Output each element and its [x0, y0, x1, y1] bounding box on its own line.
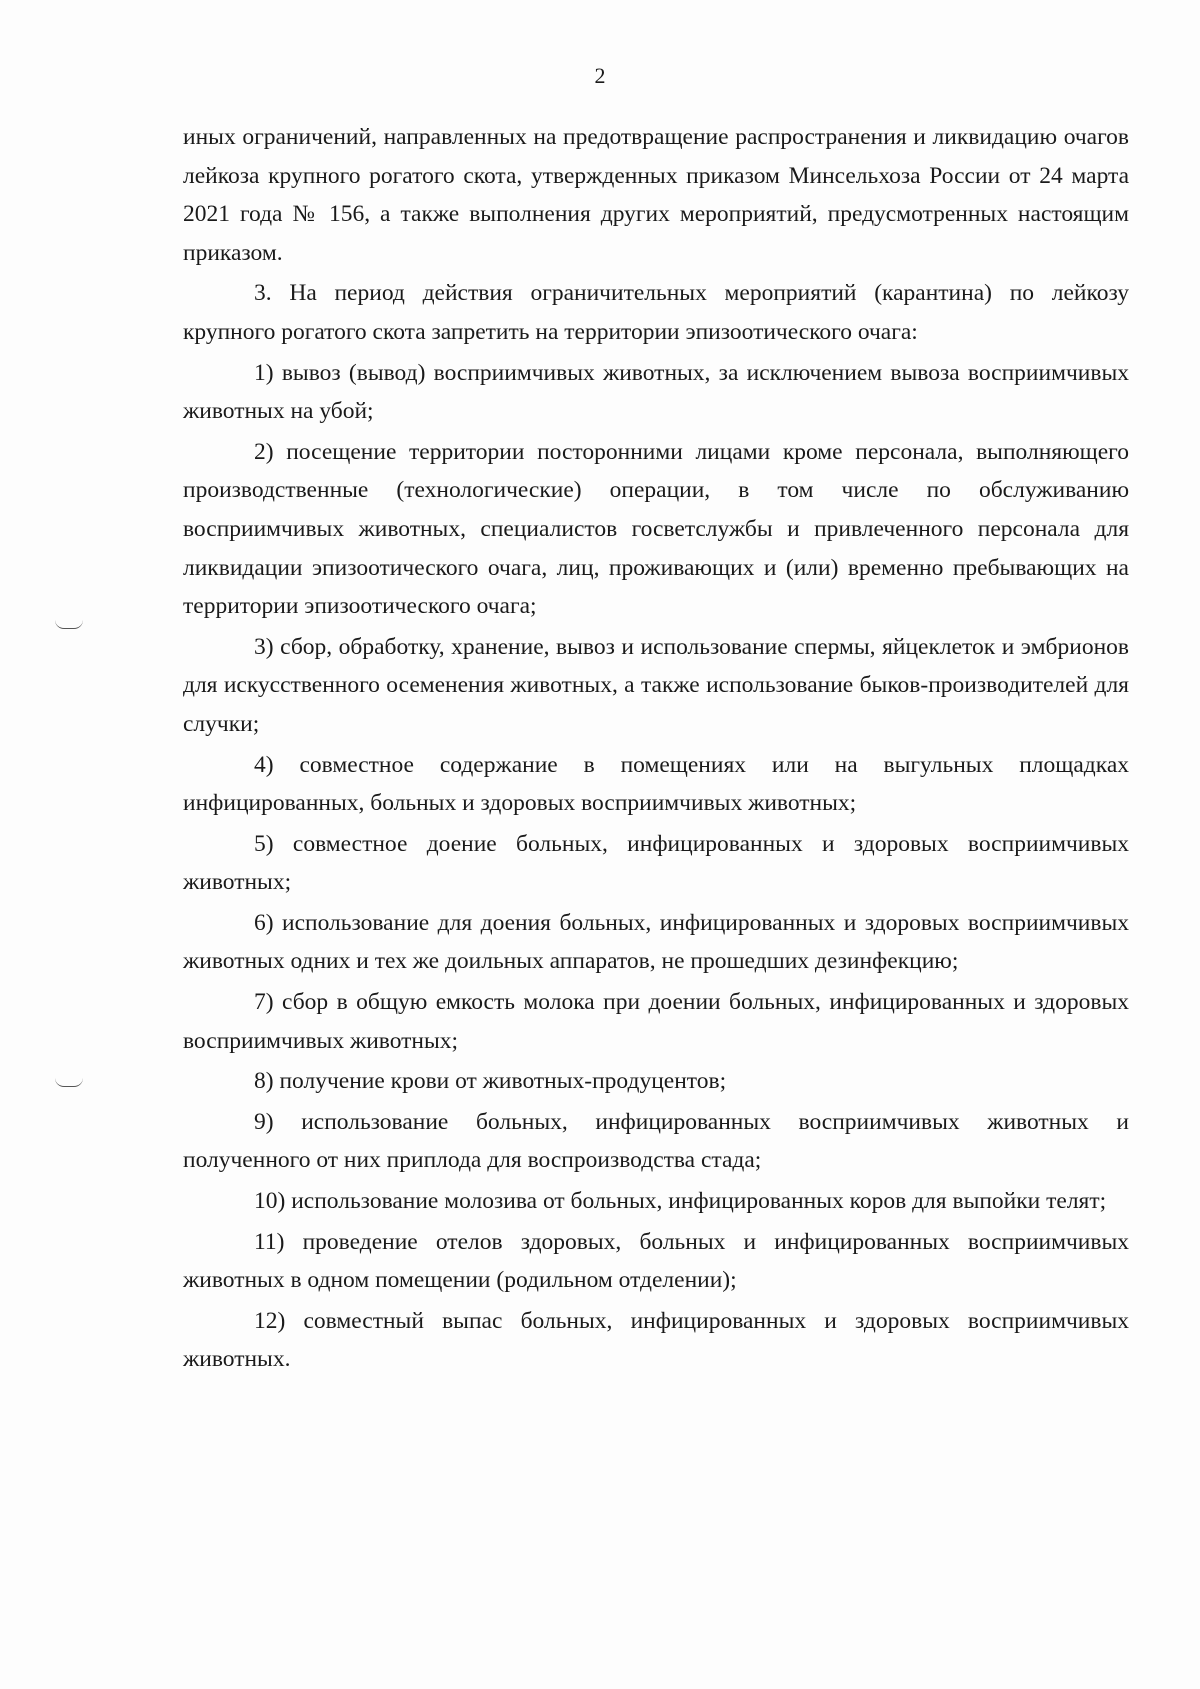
paragraph: 3. На период действия ограничительных мероприятий (карантина) по лейкозу крупного рогатого скота запретить на территории эпизоотического очага: — [183, 280, 1129, 345]
list-item: 4) совместное содержание в помещениях или на выгульных площадках инфицированных, больных и здоровых восприимчивых животных; — [183, 751, 1129, 817]
list-item: 3) сбор, обработку, хранение, вывоз и использование спермы, яйцеклеток и эмбрионов для искусственного осеменения животных, а также использование быков-производителей для случки; — [183, 633, 1129, 737]
document-body — [183, 118, 1129, 1381]
list-item: 11) проведение отелов здоровых, больных и инфицированных восприимчивых животных в одном помещении (родильном отделении); — [183, 1228, 1129, 1294]
scan-binding-mark — [55, 1078, 83, 1087]
list-item: 8) получение крови от животных-продуцентов; — [254, 1068, 727, 1095]
list-item: 7) сбор в общую емкость молока при доении больных, инфицированных и здоровых восприимчивых животных; — [183, 989, 1129, 1054]
list-item: 12) совместный выпас больных, инфицированных и здоровых восприимчивых животных. — [183, 1307, 1129, 1373]
list-item: 2) посещение территории посторонними лицами кроме персонала, выполняющего производственные (технологические) операции, в том числе по обслуживанию восприимчивых животных, специалистов госветслужбы и привлеченного персонала для ликвидации эпизоотического очага, лиц, проживающих и (или) временно пребывающих на территории эпизоотического очага; — [183, 438, 1129, 620]
list-item: 5) совместное доение больных, инфицированных и здоровых восприимчивых животных; — [183, 830, 1129, 896]
list-item: 10) использование молозива от больных, инфицированных коров для выпойки телят; — [254, 1188, 1107, 1215]
page-number: 2 — [594, 63, 606, 88]
list-item: 1) вывоз (вывод) восприимчивых животных, за исключением вывоза восприимчивых животных на убой; — [183, 359, 1129, 425]
scan-binding-mark — [55, 620, 83, 629]
paragraph: иных ограничений, направленных на предотвращение распространения и ликвидацию очагов лейкоза крупного рогатого скота, утвержденных приказом Минсельхоза России от 24 марта 2021 года № 156, а также выполнения других мероприятий, предусмотренных настоящим приказом. — [183, 124, 1129, 266]
list-item: 9) использование больных, инфицированных восприимчивых животных и полученного от них приплода для воспроизводства стада; — [183, 1108, 1129, 1174]
list-item: 6) использование для доения больных, инфицированных и здоровых восприимчивых животных одних и тех же доильных аппаратов, не прошедших дезинфекцию; — [183, 909, 1129, 975]
